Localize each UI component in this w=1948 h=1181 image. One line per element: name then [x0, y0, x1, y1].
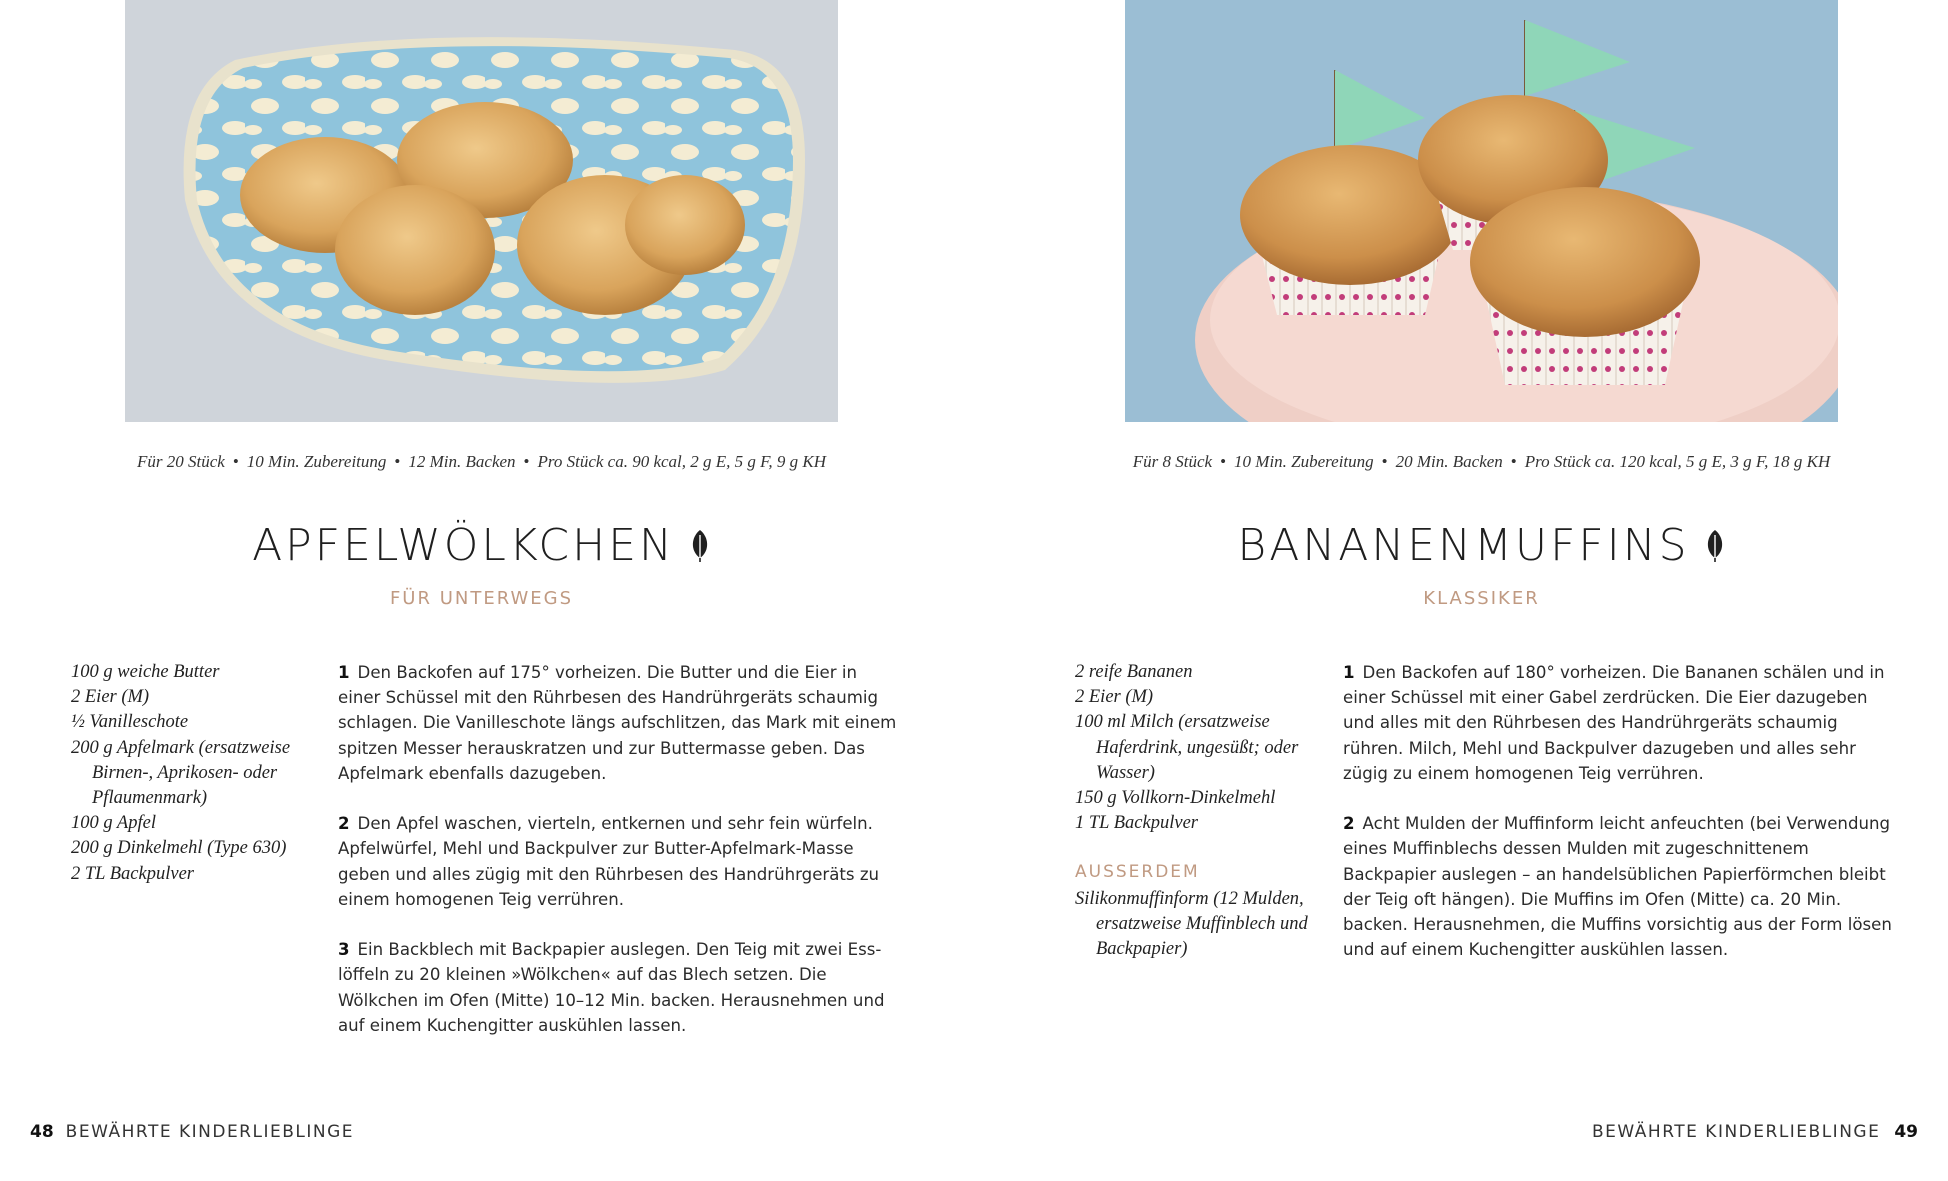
- running-head: BEWÄHRTE KINDERLIEBLINGE: [1592, 1122, 1881, 1142]
- list-item: 150 g Vollkorn-Dinkelmehl: [1075, 788, 1276, 809]
- step: [1343, 811, 1903, 962]
- list-item: 2 TL Backpulver: [71, 863, 194, 884]
- bullet: •: [232, 452, 239, 471]
- meta-prep-time: 10 Min. Zubereitung: [246, 452, 387, 471]
- recipe-subtitle: KLASSIKER: [1423, 588, 1540, 609]
- step-number: 2: [1343, 814, 1355, 834]
- ingredient-list: [71, 660, 311, 887]
- step-number: 1: [338, 663, 350, 682]
- list-item: 100 g weiche Butter: [71, 662, 220, 682]
- bullet: •: [1381, 452, 1388, 471]
- muffins-on-plate-image: [1125, 0, 1838, 422]
- page-number: 48: [30, 1122, 54, 1142]
- leaf-icon: [689, 523, 711, 574]
- meta-bake-time: 20 Min. Backen: [1395, 452, 1503, 471]
- list-item: 200 g Dinkelmehl (Type 630): [71, 838, 287, 859]
- meta-nutrition: Pro Stück ca. 90 kcal, 2 g E, 5 g F, 9 g KH: [537, 452, 826, 471]
- step: [338, 660, 898, 786]
- step-text: Ein Backblech mit Backpapier auslegen. Den Teig mit zwei Esslöffeln zu 20 kleinen »Wölkchen« auf das Blech setzen. Die Wölkchen im Ofen (Mitte) 10–12 Min. backen. Herausnehmen und auf einem Kuchengitter auskühlen lassen.: [338, 940, 885, 1035]
- meta-prep-time: 10 Min. Zubereitung: [1234, 452, 1374, 471]
- meta-servings: Für 20 Stück: [137, 452, 225, 471]
- list-item: Silikonmuffinform (12 Mulden, ersatzweise Muffinblech und Backpapier): [1075, 889, 1308, 960]
- list-item: 100 ml Milch (ersatzweise Haferdrink, ungesüßt; oder Wasser): [1075, 712, 1299, 783]
- recipe-title: [125, 520, 838, 574]
- step-number: 2: [338, 814, 350, 834]
- page-right: [974, 0, 1948, 1181]
- photo-banana-muffins: [1125, 0, 1838, 422]
- recipe-title-text: BANANENMUFFINS: [1237, 520, 1690, 571]
- list-item: 2 reife Bananen: [1075, 662, 1193, 682]
- list-item: 1 TL Backpulver: [1075, 813, 1198, 834]
- list-item: 2 Eier (M): [1075, 687, 1154, 708]
- step: [338, 811, 898, 912]
- step: [338, 937, 898, 1038]
- extra-heading: AUSSERDEM: [1075, 862, 1200, 882]
- list-item: ½ Vanilleschote: [71, 712, 189, 733]
- list-item: 100 g Apfel: [71, 813, 156, 834]
- step-number: 1: [1343, 663, 1355, 682]
- recipe-title: [1125, 520, 1838, 574]
- meta-bake-time: 12 Min. Backen: [408, 452, 516, 471]
- extra-list: [1075, 887, 1315, 963]
- cookies-on-plate-image: [125, 0, 838, 422]
- bullet: •: [523, 452, 530, 471]
- running-head: BEWÄHRTE KINDERLIEBLINGE: [65, 1122, 354, 1142]
- bullet: •: [394, 452, 401, 471]
- recipe-title-text: APFELWÖLKCHEN: [252, 520, 675, 571]
- list-item: 200 g Apfelmark (ersatzweise Birnen-, Aprikosen- oder Pflaumenmark): [71, 737, 291, 809]
- meta-servings: Für 8 Stück: [1132, 452, 1213, 471]
- recipe-meta: [125, 452, 838, 472]
- step-text: Acht Mulden der Muffinform leicht anfeuchten (bei Verwendung eines Muffinblechs dessen Mulden mit zugeschnittenem Backpapier auslegen – an handelsüblichen Papierförmchen bleibt der Teig oft hängen). Die Muffins im Ofen (Mitte) ca. 20 Min. backen. Herausnehmen, die Muffins vorsichtig aus der Form lösen und auf einem Kuchengitter auskühlen lassen.: [1343, 814, 1892, 960]
- step-text: Den Backofen auf 175° vorheizen. Die Butter und die Eier in einer Schüssel mit den Rührbesen des Handrührgeräts schaumig schlagen. Die Vanilleschote längs aufschlitzen, das Mark mit einem spitzen Messer herauskratzen und zur Buttermasse geben. Das Apfelmark ebenfalls dazugeben.: [338, 663, 897, 783]
- step-text: Den Backofen auf 180° vorheizen. Die Bananen schälen und in einer Schüssel mit einer Gabel zerdrücken. Die Eier dazugeben und alles mit den Rührbesen des Handrührgeräts schaumig rühren. Milch, Mehl und Backpulver dazugeben und alles sehr zügig zu einem homogenen Teig verrühren.: [1343, 663, 1885, 783]
- ingredient-list: [1075, 660, 1315, 836]
- instructions: [338, 660, 898, 1063]
- recipe-meta: [1125, 452, 1838, 472]
- photo-apple-cookies: [125, 0, 838, 422]
- step-text: Den Apfel waschen, vierteln, entkernen und sehr fein würfeln. Apfelwürfel, Mehl und Backpulver zur Butter-Apfelmark-Masse geben und alles zügig mit den Rührbesen des Handrührgeräts zu einem homogenen Teig verrühren.: [338, 814, 880, 909]
- leaf-icon: [1704, 523, 1726, 574]
- page-number: 49: [1894, 1122, 1918, 1142]
- recipe-subtitle: FÜR UNTERWEGS: [389, 588, 574, 609]
- page-footer: [30, 1122, 354, 1142]
- step-number: 3: [338, 940, 350, 960]
- meta-nutrition: Pro Stück ca. 120 kcal, 5 g E, 3 g F, 18 g KH: [1524, 452, 1831, 471]
- page-footer: [1592, 1122, 1918, 1142]
- bullet: •: [1220, 452, 1227, 471]
- instructions: [1343, 660, 1903, 988]
- step: [1343, 660, 1903, 786]
- list-item: 2 Eier (M): [71, 687, 150, 708]
- bullet: •: [1510, 452, 1517, 471]
